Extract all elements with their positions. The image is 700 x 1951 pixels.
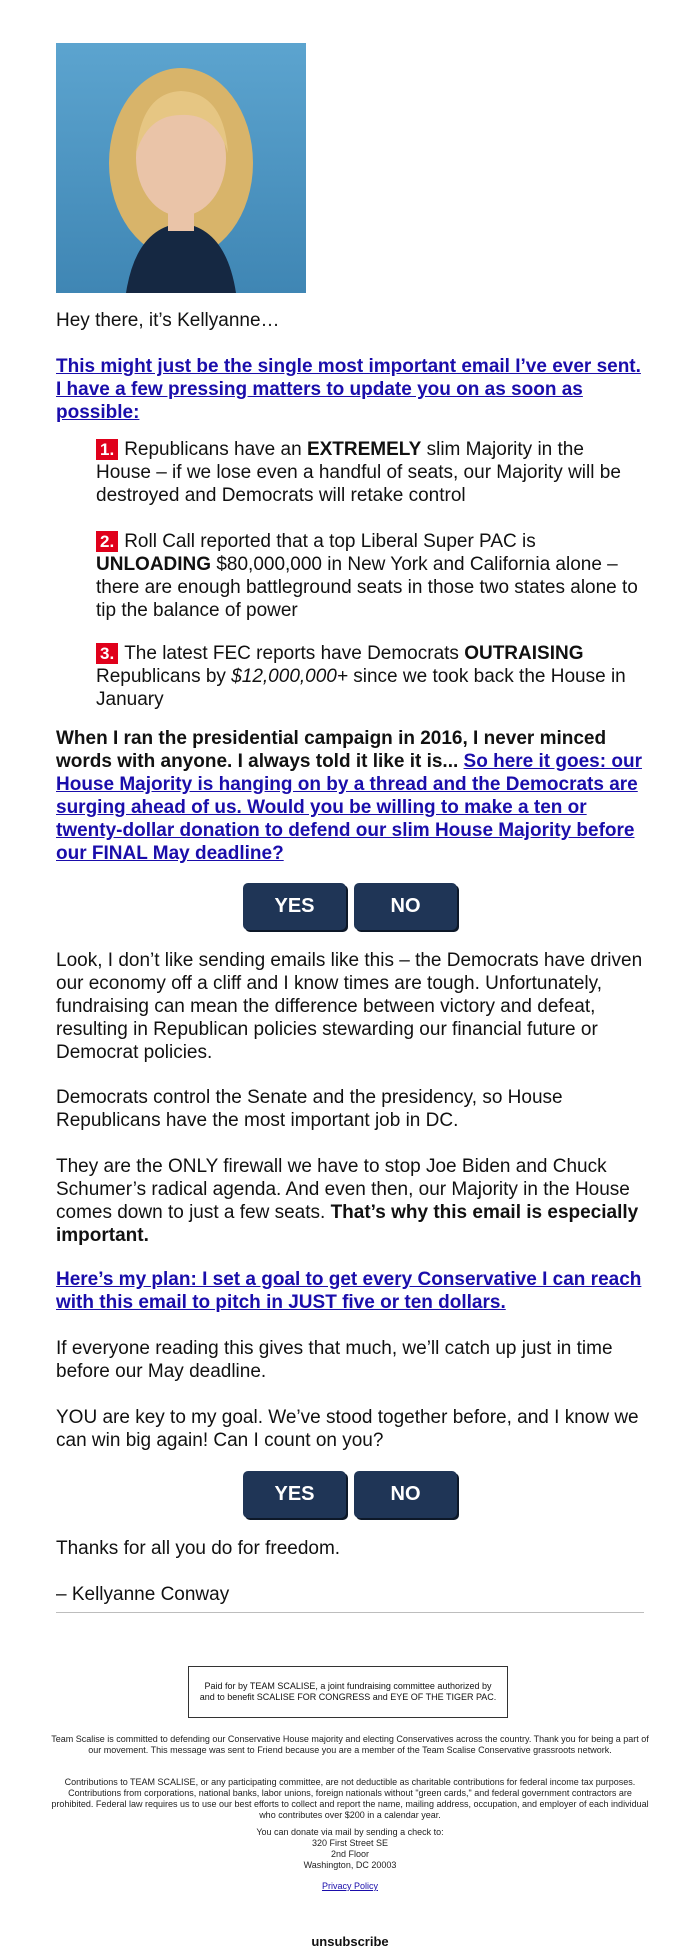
divider xyxy=(56,1612,644,1613)
footer-contributions: Contributions to TEAM SCALISE, or any participating committee, are not deductible as charitable contributions for federal income tax purposes. Contributions from corporations, national banks, labor unions, foreign nationals without "green cards," and federal government contractors are prohibited. Federal law requires us to use our best efforts to collect and report the name, mailing address, occupation, and employer of each individual who contributes over $200 in a calendar year. xyxy=(51,1777,649,1820)
no-button[interactable]: NO xyxy=(354,883,457,930)
privacy-paragraph xyxy=(50,1881,650,1892)
paragraph-key: YOU are key to my goal. We’ve stood together before, and I know we can win big again! Can I count on you? xyxy=(56,1407,639,1451)
donation-link[interactable]: So here it goes: our House Majority is hanging on by a thread and the Democrats are surging ahead of us. Would you be willing to make a ten or twenty-dollar donation to defend our slim House Majority before our FINAL May deadline? xyxy=(56,751,642,864)
plan-link[interactable]: Here’s my plan: I set a goal to get every Conservative I can reach with this email to pitch in JUST five or ten dollars. xyxy=(56,1269,642,1313)
list-item: 1. Republicans have an EXTREMELY slim Majority in the House – if we lose even a handful of seats, our Majority will be destroyed and Democrats will retake control xyxy=(96,439,621,506)
list-item: 3. The latest FEC reports have Democrats OUTRAISING Republicans by $12,000,000+ since we took back the House in January xyxy=(96,643,626,710)
yes-button[interactable]: YES xyxy=(243,1471,346,1518)
campaign-paragraph: When I ran the presidential campaign in 2016, I never minced words with anyone. I always told it like it is... So here it goes: our House Majority is hanging on by a thread and the Democrats are surging ahead of us. Would you be willing to make a ten or twenty-dollar donation to defend our slim House Majority before our FINAL May deadline? xyxy=(56,728,642,864)
header-photo xyxy=(56,43,306,293)
paragraph-control: Democrats control the Senate and the presidency, so House Republicans have the most important job in DC. xyxy=(56,1087,563,1131)
list-item: 2. Roll Call reported that a top Liberal Super PAC is UNLOADING $80,000,000 in New York and California alone – there are enough battleground seats in those two states alone to tip the balance of power xyxy=(96,531,638,621)
plan-paragraph xyxy=(56,1268,644,1314)
number-badge: 2. xyxy=(96,531,118,552)
footer-committed: Team Scalise is committed to defending our Conservative House majority and electing Conservatives across the country. Thank you for being a part of our movement. This message was sent to Friend because you are a member of the Team Scalise Conservative grassroots network. xyxy=(51,1734,649,1755)
no-button[interactable]: NO xyxy=(354,1471,457,1518)
thanks-line: Thanks for all you do for freedom. xyxy=(56,1538,341,1559)
paragraph-look: Look, I don’t like sending emails like this – the Democrats have driven our economy off a cliff and I know times are tough. Unfortunately, fundraising can mean the difference between victory and defeat, resulting in Republican policies stewarding our financial future or Democrat policies. xyxy=(56,950,643,1063)
button-row xyxy=(56,883,644,931)
greeting: Hey there, it’s Kellyanne… xyxy=(56,310,280,331)
button-row xyxy=(56,1471,644,1519)
number-badge: 1. xyxy=(96,439,118,460)
paragraph-firewall: They are the ONLY firewall we have to stop Joe Biden and Chuck Schumer’s radical agenda. And even then, our Majority in the House comes down to just a few seats. That’s why this email is especially important. xyxy=(56,1156,639,1246)
yes-button[interactable]: YES xyxy=(243,883,346,930)
intro-link[interactable]: This might just be the single most important email I’ve ever sent. I have a few pressing matters to update you on as soon as possible: xyxy=(56,356,641,423)
footer-mail-address: You can donate via mail by sending a check to: 320 First Street SE 2nd Floor Washington, DC 20003 xyxy=(256,1827,444,1870)
paid-for-box: Paid for by TEAM SCALISE, a joint fundraising committee authorized by and to benefit SCALISE FOR CONGRESS and EYE OF THE TIGER PAC. xyxy=(188,1666,508,1718)
number-badge: 3. xyxy=(96,643,118,664)
signature: – Kellyanne Conway xyxy=(56,1584,230,1605)
paragraph-everyone: If everyone reading this gives that much, we’ll catch up just in time before our May deadline. xyxy=(56,1338,613,1382)
privacy-policy-link[interactable]: Privacy Policy xyxy=(321,1881,378,1891)
intro-link-paragraph xyxy=(56,355,644,424)
unsubscribe-link[interactable]: unsubscribe xyxy=(311,1934,389,1949)
